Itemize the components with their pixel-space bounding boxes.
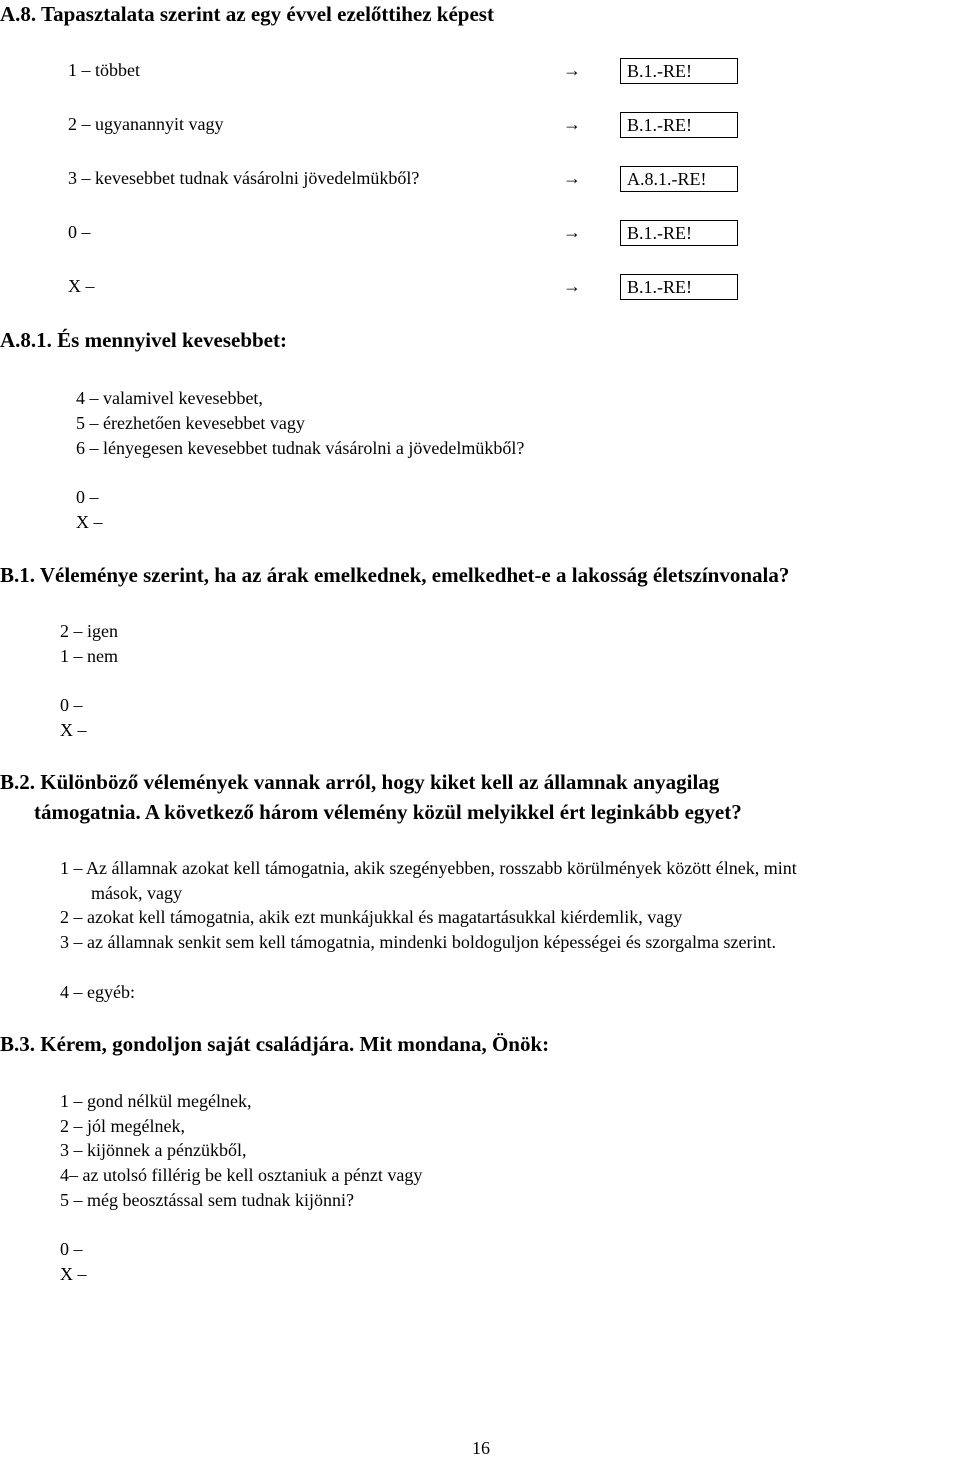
question-b2-title: B.2. Különböző vélemények vannak arról, hogy kiket kell az államnak anyagilag (0, 770, 720, 794)
b2-option-1-cont: mások, vagy (91, 883, 182, 903)
question-b1-title: B.1. Véleménye szerint, ha az árak emelkednek, emelkedhet-e a lakosság életszínvonala? (0, 563, 790, 587)
a81-option-6: 6 – lényegesen kevesebbet tudnak vásárolni a jövedelmükből? (76, 438, 525, 458)
b3-option-0: 0 – (60, 1239, 83, 1259)
b3-option-x: X – (60, 1264, 87, 1284)
arrow-icon: → (563, 168, 581, 188)
arrow-icon: → (563, 60, 581, 80)
a8-skip-box-4: B.1.-RE! (620, 220, 738, 246)
b2-option-1: 1 – Az államnak azokat kell támogatnia, akik szegényebben, rosszabb körülmények között élnek, mint (60, 858, 797, 878)
b3-option-4: 4– az utolsó fillérig be kell osztaniuk a pénzt vagy (60, 1165, 423, 1185)
b1-option-0: 0 – (60, 695, 83, 715)
a81-option-4: 4 – valamivel kevesebbet, (76, 388, 263, 408)
question-b3-title: B.3. Kérem, gondoljon saját családjára. Mit mondana, Önök: (0, 1032, 550, 1056)
a8-option-2: 2 – ugyanannyit vagy (68, 114, 224, 134)
a8-option-3: 3 – kevesebbet tudnak vásárolni jövedelmükből? (68, 168, 420, 188)
a8-skip-box-1: B.1.-RE! (620, 58, 738, 84)
question-a81-title: A.8.1. És mennyivel kevesebbet: (0, 328, 287, 352)
b1-option-no: 1 – nem (60, 646, 118, 666)
a8-option-x: X – (68, 276, 95, 296)
b2-option-2: 2 – azokat kell támogatnia, akik ezt munkájukkal és magatartásukkal kiérdemlik, vagy (60, 907, 683, 927)
page-number: 16 (472, 1438, 490, 1458)
question-a8-title: A.8. Tapasztalata szerint az egy évvel ezelőttihez képest (0, 2, 494, 26)
b2-option-3: 3 – az államnak senkit sem kell támogatnia, mindenki boldoguljon képességei és szorgalma szerint. (60, 932, 776, 952)
question-b2-title-cont: támogatnia. A következő három vélemény közül melyikkel ért leginkább egyet? (34, 800, 742, 824)
arrow-icon: → (563, 222, 581, 242)
a8-skip-box-3: A.8.1.-RE! (620, 166, 738, 192)
b3-option-3: 3 – kijönnek a pénzükből, (60, 1140, 247, 1160)
a8-option-0: 0 – (68, 222, 91, 242)
b3-option-1: 1 – gond nélkül megélnek, (60, 1091, 252, 1111)
b1-option-x: X – (60, 720, 87, 740)
arrow-icon: → (563, 114, 581, 134)
arrow-icon: → (563, 276, 581, 296)
a81-option-5: 5 – érezhetően kevesebbet vagy (76, 413, 305, 433)
a8-skip-box-5: B.1.-RE! (620, 274, 738, 300)
b3-option-5: 5 – még beosztással sem tudnak kijönni? (60, 1190, 354, 1210)
b3-option-2: 2 – jól megélnek, (60, 1116, 185, 1136)
a8-skip-box-2: B.1.-RE! (620, 112, 738, 138)
b2-option-4: 4 – egyéb: (60, 982, 135, 1002)
a81-option-0: 0 – (76, 487, 99, 507)
b1-option-yes: 2 – igen (60, 621, 118, 641)
a81-option-x: X – (76, 512, 103, 532)
a8-option-1: 1 – többet (68, 60, 140, 80)
